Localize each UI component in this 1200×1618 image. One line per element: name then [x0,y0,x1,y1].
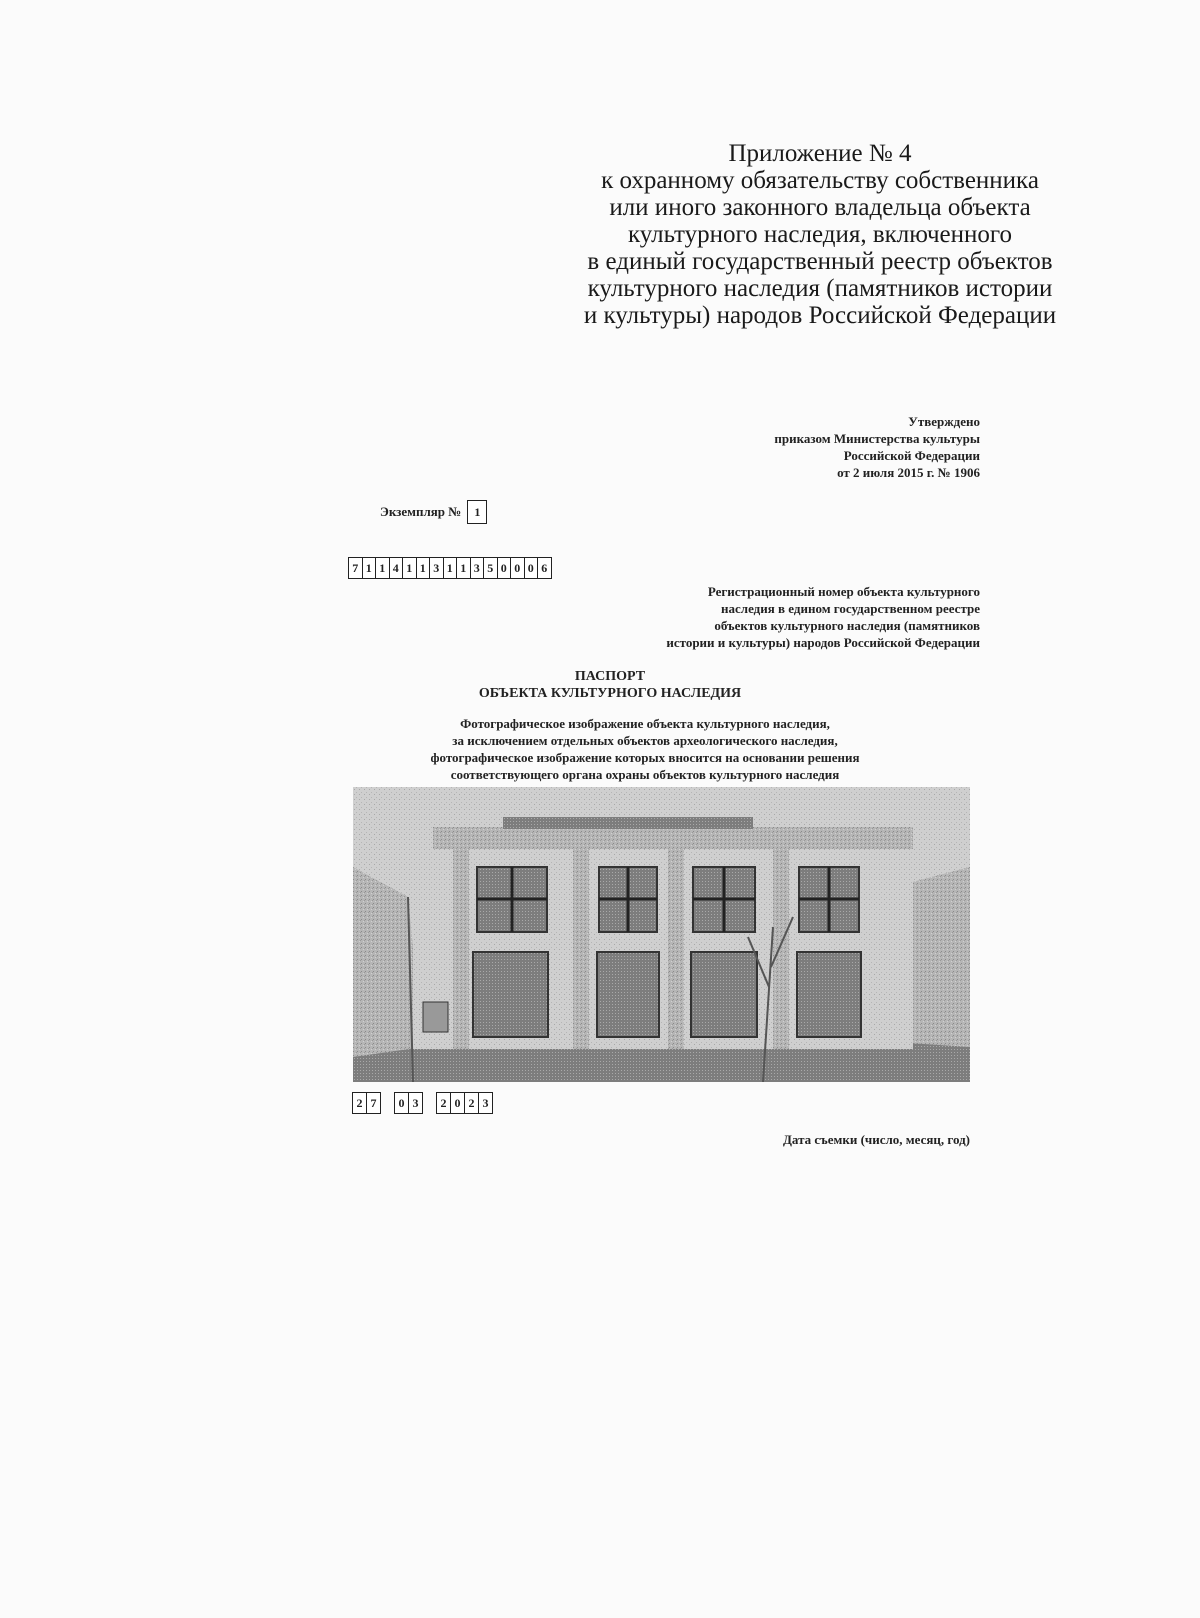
appendix-line: к охранному обязательству собственника [601,167,1039,194]
shoot-date-year [436,1092,492,1114]
copy-number-box: 1 [467,500,487,524]
reg-digit: 1 [416,557,431,579]
approval-line: Российской Федерации [843,448,980,463]
appendix-line: культурного наследия, включенного [627,221,1013,248]
appendix-line: или иного законного владельца объекта [609,194,1031,221]
approval-line: Утверждено [908,414,980,429]
shoot-date-boxes [352,1092,492,1114]
appendix-line: культурного наследия (памятников истории [587,275,1053,302]
date-digit: 0 [450,1092,465,1114]
photo-caption-line: Фотографическое изображение объекта культурного наследия, [460,716,830,731]
reg-digit: 0 [524,557,539,579]
copy-number-row [380,500,487,524]
photo-caption-line: соответствующего органа охраны объектов культурного наследия [450,767,840,782]
reg-caption-line: Регистрационный номер объекта культурного [707,584,980,599]
shoot-date-day [352,1092,380,1114]
photo-caption-line: за исключением отдельных объектов археологического наследия, [452,733,838,748]
reg-digit: 5 [483,557,498,579]
passport-title-line: ОБЪЕКТА КУЛЬТУРНОГО НАСЛЕДИЯ [478,686,742,701]
date-digit: 2 [436,1092,451,1114]
appendix-header [520,140,1120,329]
reg-digit: 1 [375,557,390,579]
reg-digit: 1 [402,557,417,579]
reg-digit: 3 [429,557,444,579]
appendix-line: и культуры) народов Российской Федерации [583,302,1057,329]
reg-digit: 3 [470,557,485,579]
reg-digit: 0 [510,557,525,579]
date-digit: 7 [366,1092,381,1114]
reg-digit: 1 [456,557,471,579]
date-digit: 3 [478,1092,493,1114]
reg-digit: 0 [497,557,512,579]
reg-caption-line: объектов культурного наследия (памятников [714,618,980,633]
photo-caption [360,715,930,783]
date-digit: 0 [394,1092,409,1114]
date-digit: 2 [352,1092,367,1114]
photo-caption-line: фотографическое изображение которых вносится на основании решения [430,750,860,765]
approval-line: приказом Министерства культуры [774,431,980,446]
date-digit: 2 [464,1092,479,1114]
building-photo-image [353,787,970,1082]
shoot-date-caption: Дата съемки (число, месяц, год) [782,1132,970,1147]
reg-digit: 1 [362,557,377,579]
building-photo [353,787,970,1082]
passport-title-line: ПАСПОРТ [574,669,646,684]
reg-digit: 4 [389,557,404,579]
registration-caption [560,583,980,651]
reg-caption-line: истории и культуры) народов Российской Федерации [666,635,980,650]
appendix-line: Приложение № 4 [728,140,912,167]
reg-caption-line: наследия в едином государственном реестре [721,601,980,616]
reg-digit: 6 [537,557,552,579]
passport-title [440,668,780,702]
approval-line: от 2 июля 2015 г. № 1906 [837,465,980,480]
appendix-line: в единый государственный реестр объектов [587,248,1053,275]
date-digit: 3 [408,1092,423,1114]
reg-digit: 7 [348,557,363,579]
copy-label: Экземпляр № [380,504,462,519]
reg-digit: 1 [443,557,458,579]
registration-number-boxes [348,557,551,579]
approval-block [650,413,980,481]
shoot-date-month [394,1092,422,1114]
